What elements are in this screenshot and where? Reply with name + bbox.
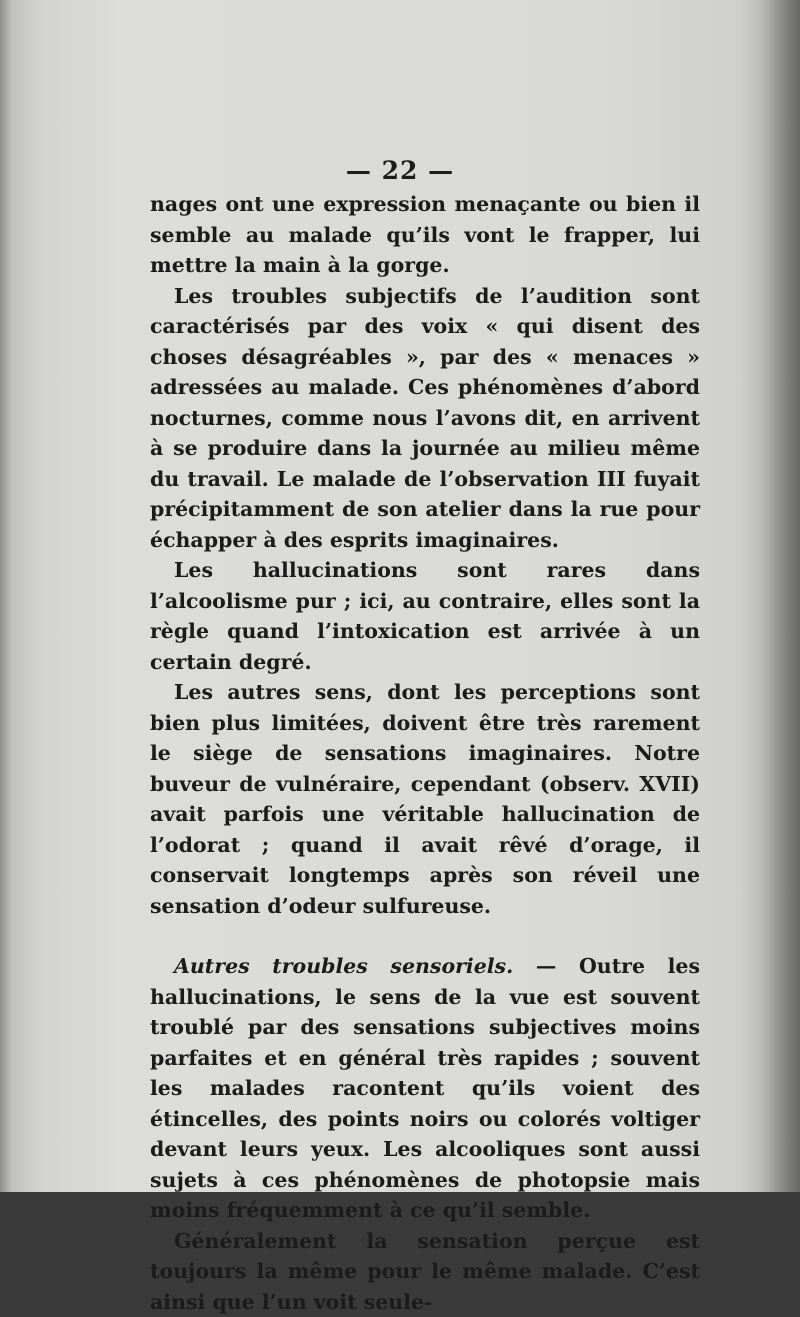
page-body	[150, 189, 700, 1317]
paragraph-5	[150, 951, 700, 1226]
paragraph-6: Généralement la sensation perçue est toujours la même pour le même malade. C’est ainsi que l’un voit seule-	[150, 1226, 700, 1317]
page-number: — 22 —	[0, 156, 800, 185]
paragraph-1: nages ont une expression menaçante ou bien il semble au malade qu’ils vont le frapper, lui mettre la main à la gorge.	[150, 189, 700, 281]
page-gutter-shadow	[760, 0, 800, 1192]
paragraph-3: Les hallucinations sont rares dans l’alcoolisme pur ; ici, au contraire, elles sont la règle quand l’intoxication est arrivée à un certain degré.	[150, 555, 700, 677]
paragraph-5-text: — Outre les hallucinations, le sens de la vue est souvent troublé par des sensations subjectives moins parfaites et en général très rapides ; souvent les malades racontent qu’ils voient des étincelles, des points noirs ou colorés voltiger devant leurs yeux. Les alcooliques sont aussi sujets à ces phénomènes de photopsie mais moins fréquemment à ce qu’il semble.	[150, 954, 700, 1222]
paragraph-2: Les troubles subjectifs de l’audition sont caractérisés par des voix « qui disent des choses désagréables », par des « menaces » adressées au malade. Ces phénomènes d’abord nocturnes, comme nous l’avons dit, en arrivent à se produire dans la journée au milieu même du travail. Le malade de l’observation III fuyait précipitamment de son atelier dans la rue pour échapper à des esprits imaginaires.	[150, 281, 700, 556]
section-heading: Autres troubles sensoriels.	[174, 954, 513, 978]
paragraph-4: Les autres sens, dont les perceptions sont bien plus limitées, doivent être très rarement le siège de sensations imaginaires. Notre buveur de vulnéraire, cependant (observ. XVII) avait parfois une véritable hallucination de l’odorat ; quand il avait rêvé d’orage, il conservait longtemps après son réveil une sensation d’odeur sulfureuse.	[150, 677, 700, 921]
